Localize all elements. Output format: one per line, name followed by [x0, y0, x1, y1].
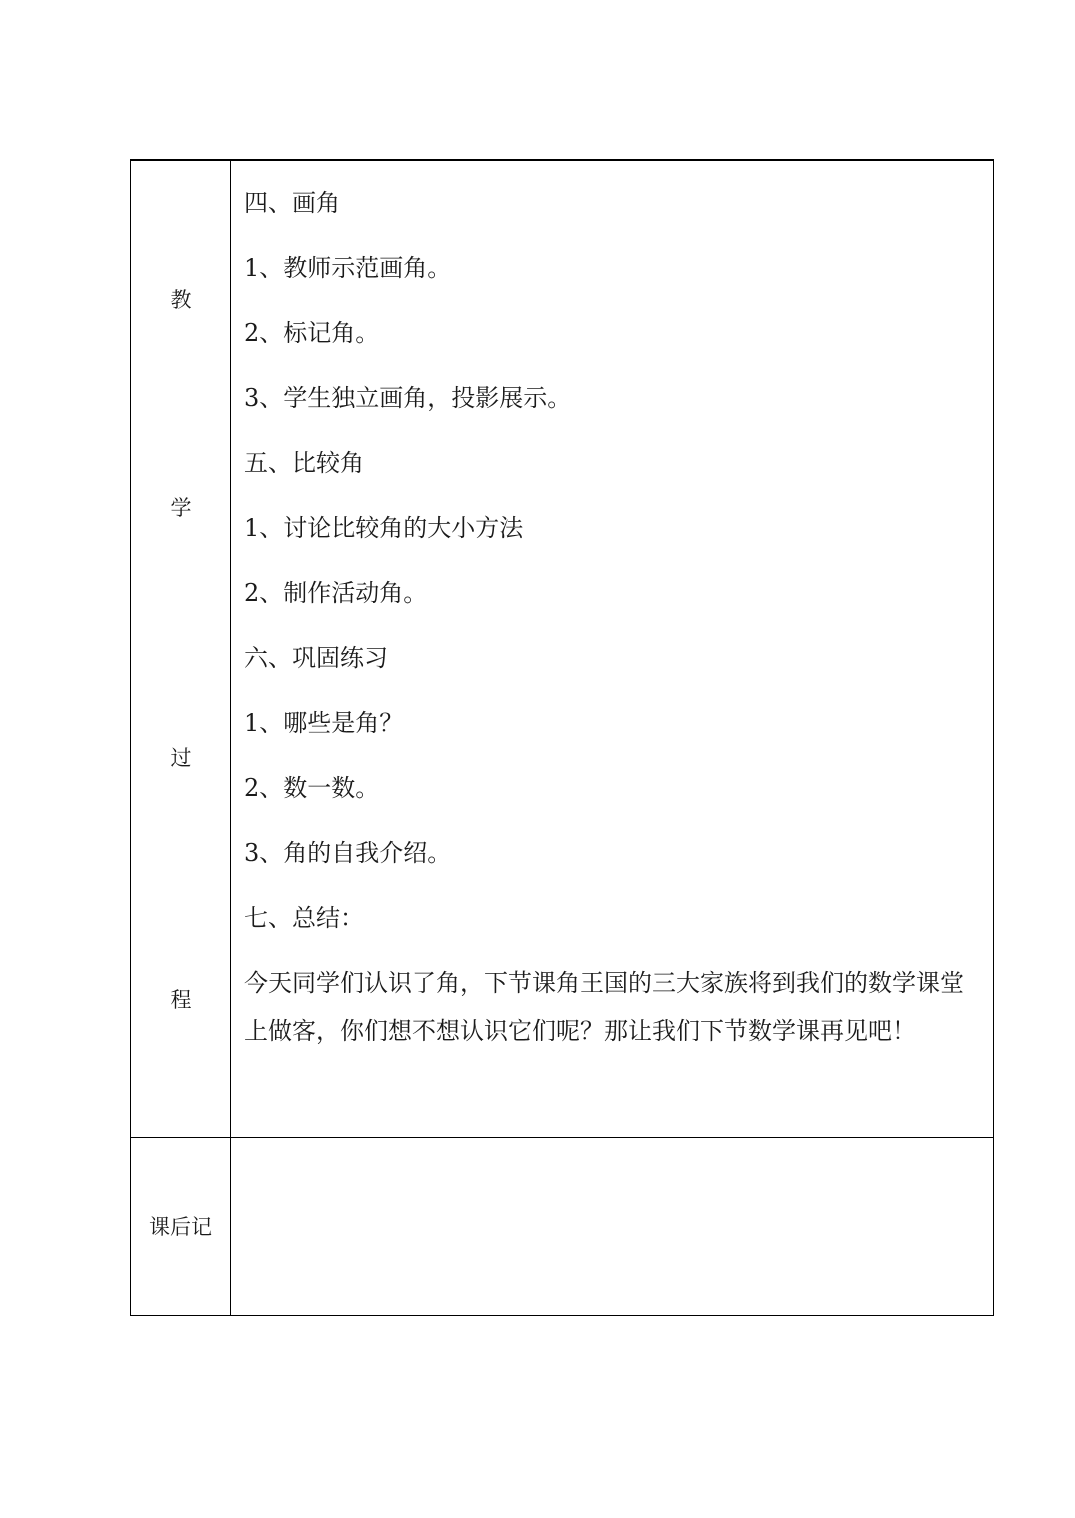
teaching-process-label [131, 160, 231, 1137]
after-class-notes-row [131, 1137, 994, 1315]
after-class-notes-content[interactable] [231, 1137, 994, 1315]
process-steps-list [231, 161, 993, 934]
lesson-plan-table [130, 159, 994, 1316]
list-item: 3、学生独立画角，投影展示。 [244, 384, 572, 412]
list-item: 1、哪些是角？ [244, 709, 404, 737]
label-char-2: 学 [170, 496, 192, 520]
list-item: 1、教师示范画角。 [244, 254, 452, 282]
after-class-notes-label: 课后记 [131, 1137, 231, 1315]
summary-paragraph: 今天同学们认识了角，下节课角王国的三大家族将到我们的数学课堂上做客，你们想不想认识它们呢？那让我们下节数学课再见吧！ [244, 969, 964, 1045]
teaching-process-content [231, 160, 994, 1137]
section-heading-summary: 七、总结： [244, 904, 364, 932]
section-heading-draw-angle: 四、画角 [244, 189, 340, 217]
teaching-process-row [131, 160, 994, 1137]
label-char-1: 教 [170, 288, 192, 312]
list-item: 1、讨论比较角的大小方法 [244, 514, 524, 542]
label-char-3: 过 [170, 746, 192, 770]
list-item: 3、角的自我介绍。 [244, 839, 452, 867]
section-heading-compare-angle: 五、比较角 [244, 449, 364, 477]
section-heading-practice: 六、巩固练习 [244, 644, 388, 672]
list-item: 2、制作活动角。 [244, 579, 428, 607]
label-char-4: 程 [170, 988, 192, 1012]
list-item: 2、数一数。 [244, 774, 380, 802]
list-item: 2、标记角。 [244, 319, 380, 347]
